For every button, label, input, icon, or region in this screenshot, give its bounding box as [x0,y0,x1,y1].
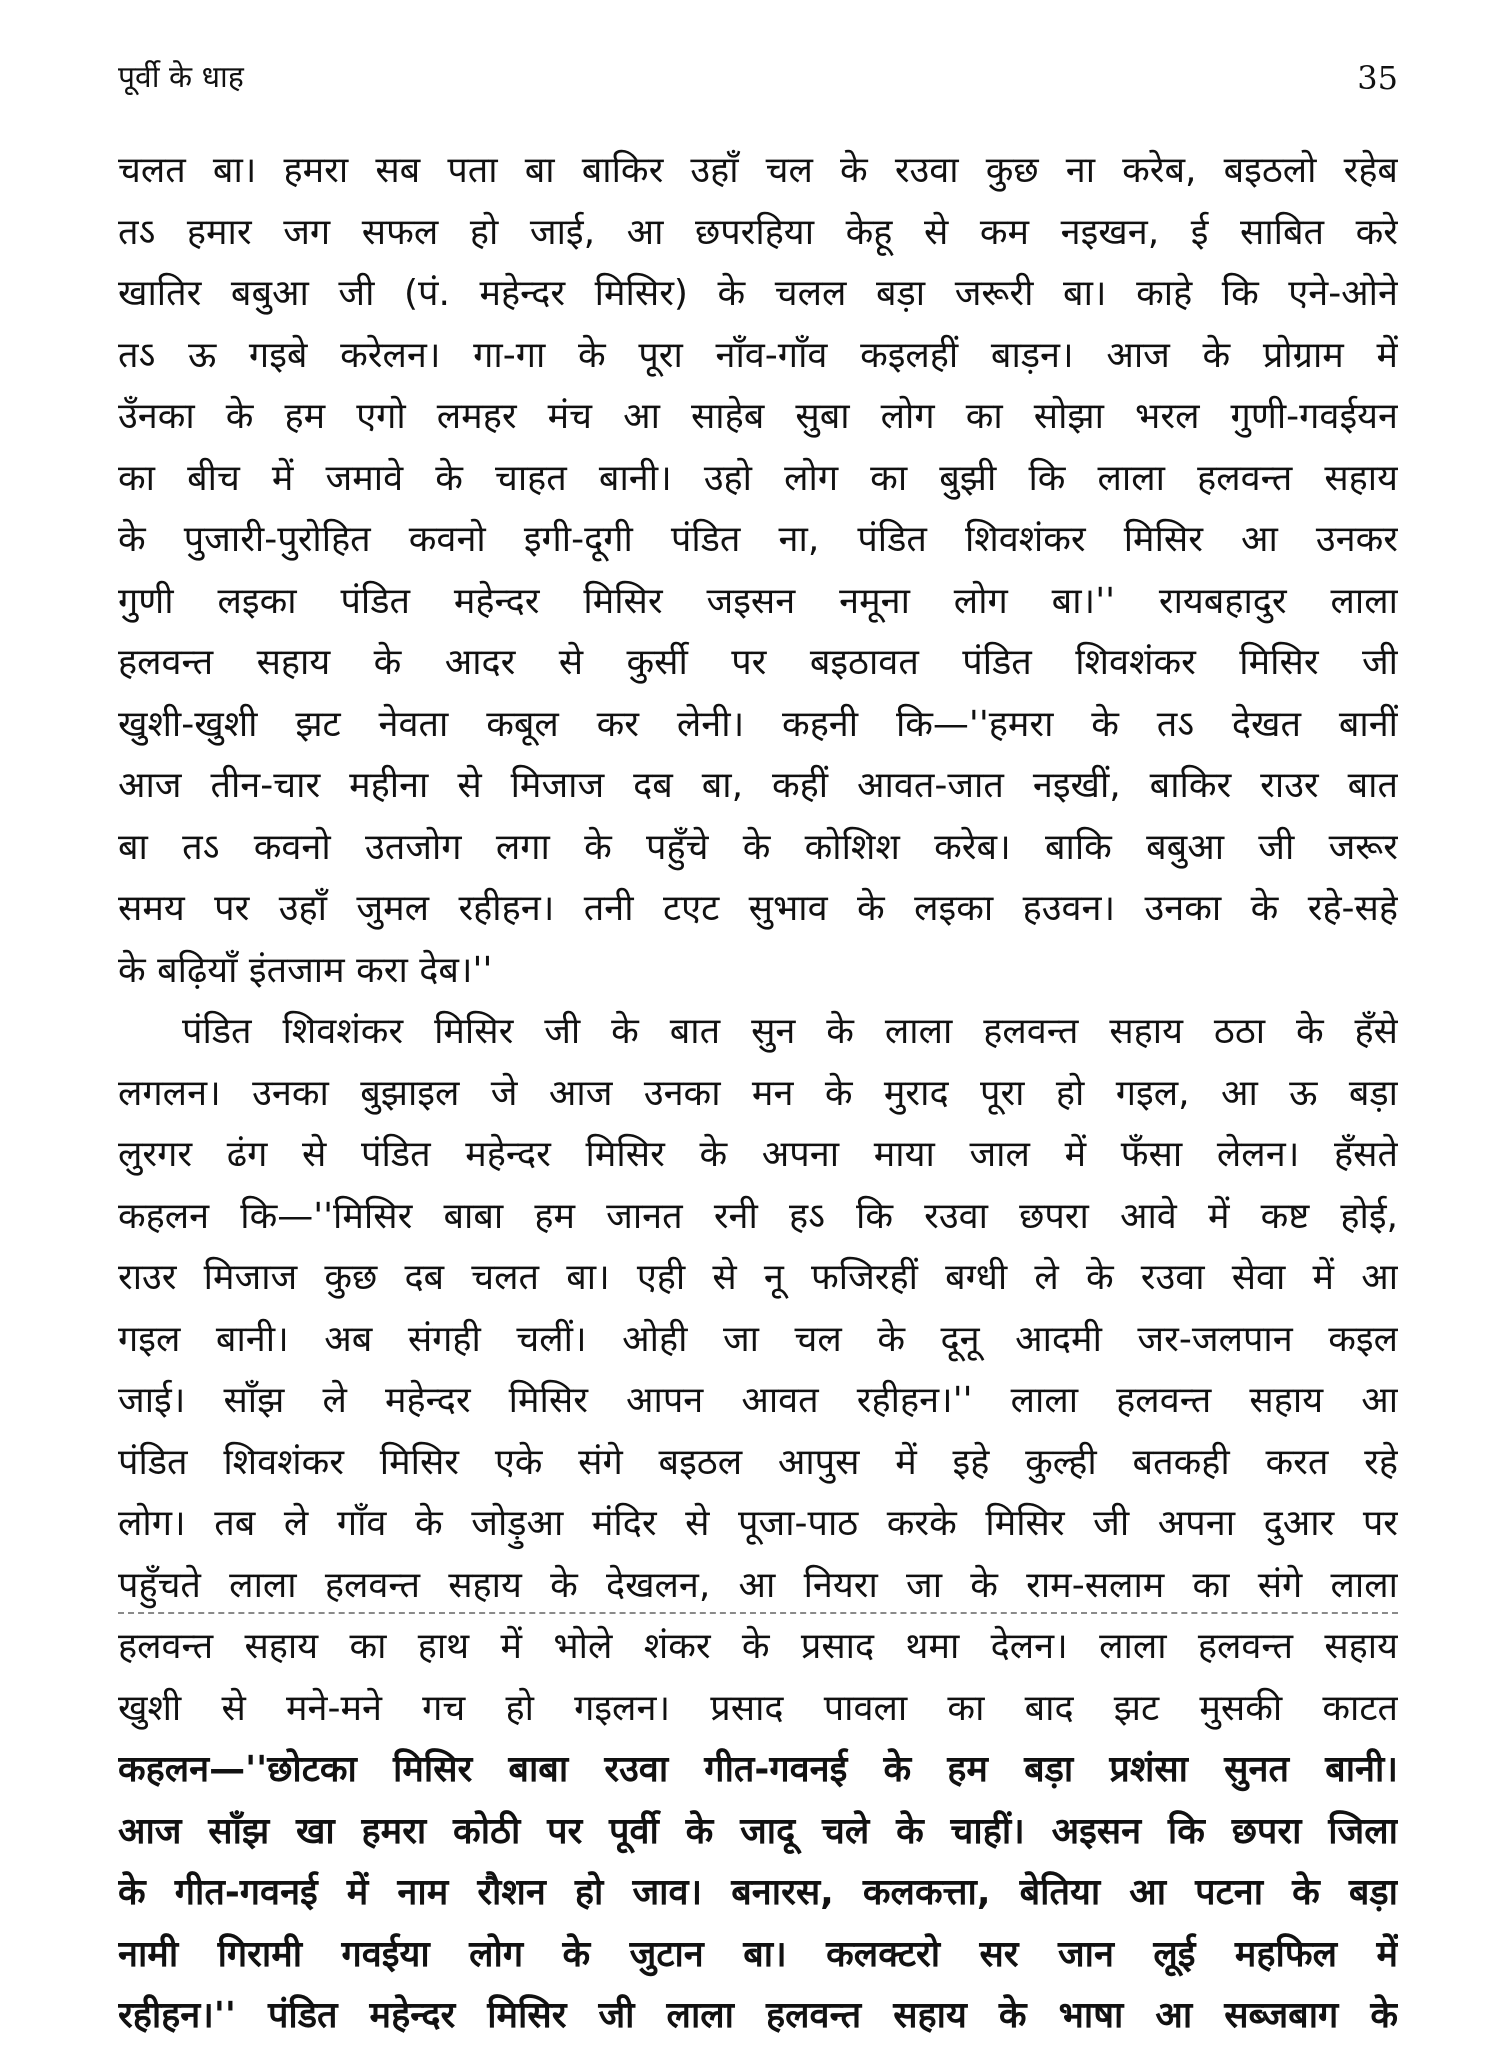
text-line: लोग। तब ले गाँव के जोड़ुआ मंदिर से पूजा-पाठ करके मिसिर जी अपना दुआर पर [118,1503,1398,1544]
scan-dash-rule [118,1612,1398,1614]
text-line: रहीहन।'' पंडित महेन्दर मिसिर जी लाला हलवन्त सहाय के भाषा आ सब्जबाग के [118,1995,1398,2036]
text-line: लगलन। उनका बुझाइल जे आज उनका मन के मुराद पूरा हो गइल, आ ऊ बड़ा [118,1072,1398,1114]
running-header [118,58,1398,108]
text-line: बा तऽ कवनो उतजोग लगा के पहुँचे के कोशिश करेब। बाकि बबुआ जी जरूर [118,826,1398,868]
paragraph-2 [118,1001,1398,2047]
text-line: तऽ हमार जग सफल हो जाई, आ छपरहिया केहू से कम नइखन, ई साबित करे [118,211,1398,253]
body-text [118,140,1398,2047]
text-line: खुशी से मने-मने गच हो गइलन। प्रसाद पावला का बाद झट मुसकी काटत [118,1687,1398,1729]
text-line: खुशी-खुशी झट नेवता कबूल कर लेनी। कहनी कि—''हमरा के तऽ देखत बानीं [118,703,1398,745]
book-title: पूर्वी के धाह [118,60,244,95]
text-line: लुरगर ढंग से पंडित महेन्दर मिसिर के अपना माया जाल में फँसा लेलन। हँसते [118,1134,1398,1175]
text-line: चलत बा। हमरा सब पता बा बाकिर उहाँ चल के रउवा कुछ ना करेब, बइठलो रहेब [118,150,1398,191]
text-line: के गीत-गवनई में नाम रौशन हो जाव। बनारस, कलकत्ता, बेतिया आ पटना के बड़ा [118,1872,1398,1913]
text-line: उँनका के हम एगो लमहर मंच आ साहेब सुबा लोग का सोझा भरल गुणी-गवईयन [118,396,1398,437]
text-line: आज तीन-चार महीना से मिजाज दब बा, कहीं आवत-जात नइखीं, बाकिर राउर बात [118,765,1398,806]
text-line: नामी गिरामी गवईया लोग के जुटान बा। कलक्टरो सर जान लूई महफिल में [118,1933,1398,1975]
text-line: जाई। साँझ ले महेन्दर मिसिर आपन आवत रहीहन।'' लाला हलवन्त सहाय आ [118,1380,1398,1421]
text-line: के बढ़ियाँ इंतजाम करा देब।'' [118,949,493,991]
text-line: कहलन—''छोटका मिसिर बाबा रउवा गीत-गवनई के हम बड़ा प्रशंसा सुनत बानी। [118,1749,1398,1790]
paragraph-1 [118,140,1398,1001]
text-line: गइल बानी। अब संगही चलीं। ओही जा चल के दूनू आदमी जर-जलपान कइल [118,1318,1398,1360]
text-line: हलवन्त सहाय के आदर से कुर्सी पर बइठावत पंडित शिवशंकर मिसिर जी [118,642,1398,683]
text-line: गुणी लइका पंडित महेन्दर मिसिर जइसन नमूना लोग बा।'' रायबहादुर लाला [118,580,1398,622]
text-line: पंडित शिवशंकर मिसिर एके संगे बइठल आपुस में इहे कुल्ही बतकही करत रहे [118,1441,1398,1483]
text-line: पहुँचते लाला हलवन्त सहाय के देखलन, आ नियरा जा के राम-सलाम का संगे लाला [118,1564,1398,1606]
text-line: कहलन कि—''मिसिर बाबा हम जानत रनी हऽ कि रउवा छपरा आवे में कष्ट होई, [118,1195,1398,1237]
text-line: हलवन्त सहाय का हाथ में भोले शंकर के प्रसाद थमा देलन। लाला हलवन्त सहाय [118,1626,1398,1667]
text-line: खातिर बबुआ जी (पं. महेन्दर मिसिर) के चलल बड़ा जरूरी बा। काहे कि एने-ओने [118,273,1398,314]
page-number: 35 [1357,59,1398,97]
text-line: पंडित शिवशंकर मिसिर जी के बात सुन के लाला हलवन्त सहाय ठठा के हँसे [182,1011,1398,1052]
text-line: के पुजारी-पुरोहित कवनो इगी-दूगी पंडित ना, पंडित शिवशंकर मिसिर आ उनकर [118,519,1398,560]
text-line: समय पर उहाँ जुमल रहीहन। तनी टएट सुभाव के लइका हउवन। उनका के रहे-सहे [118,888,1398,929]
text-line: का बीच में जमावे के चाहत बानी। उहो लोग का बुझी कि लाला हलवन्त सहाय [118,457,1398,499]
text-line: राउर मिजाज कुछ दब चलत बा। एही से नू फजिरहीं बग्धी ले के रउवा सेवा में आ [118,1257,1398,1298]
text-line: आज साँझ खा हमरा कोठी पर पूर्वी के जादू चले के चाहीं। अइसन कि छपरा जिला [118,1810,1398,1852]
text-line: तऽ ऊ गइबे करेलन। गा-गा के पूरा नाँव-गाँव कइलहीं बाड़न। आज के प्रोग्राम में [118,334,1398,376]
